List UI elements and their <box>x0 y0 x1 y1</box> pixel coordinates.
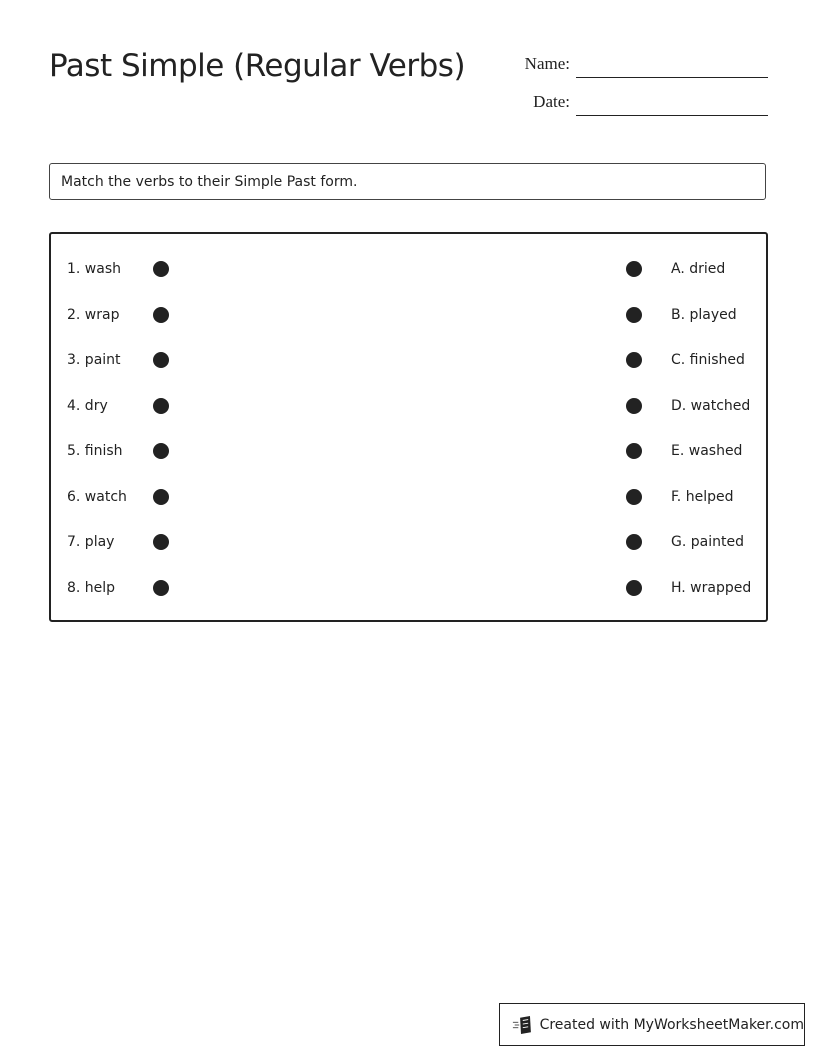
right-match-dot[interactable] <box>626 307 642 323</box>
match-row <box>51 441 766 461</box>
left-verb: 3. paint <box>67 352 121 368</box>
right-past-form: E. washed <box>671 443 743 459</box>
right-match-dot[interactable] <box>626 261 642 277</box>
match-row <box>51 305 766 325</box>
name-label: Name: <box>524 54 570 73</box>
right-past-form: C. finished <box>671 352 745 368</box>
left-match-dot[interactable] <box>153 261 169 277</box>
match-row <box>51 259 766 279</box>
date-input-line[interactable] <box>576 115 768 116</box>
right-match-dot[interactable] <box>626 398 642 414</box>
right-match-dot[interactable] <box>626 534 642 550</box>
left-match-dot[interactable] <box>153 580 169 596</box>
right-past-form: G. painted <box>671 534 744 550</box>
right-past-form: H. wrapped <box>671 579 752 596</box>
left-verb: 1. wash <box>67 261 122 277</box>
matching-box <box>49 232 768 622</box>
left-verb: 6. watch <box>67 488 127 505</box>
right-match-dot[interactable] <box>626 580 642 596</box>
left-match-dot[interactable] <box>153 443 169 459</box>
instructions-box: Match the verbs to their Simple Past form. <box>49 163 766 200</box>
left-match-dot[interactable] <box>153 398 169 414</box>
left-verb: 8. help <box>67 579 116 596</box>
match-row <box>51 532 766 552</box>
right-past-form: D. watched <box>671 397 751 414</box>
left-verb: 5. finish <box>67 443 123 459</box>
footer-text: Created with MyWorksheetMaker.com <box>539 1016 804 1033</box>
page-title: Past Simple (Regular Verbs) <box>49 48 466 84</box>
match-row <box>51 578 766 598</box>
left-verb: 7. play <box>67 534 115 550</box>
right-past-form: A. dried <box>671 261 726 277</box>
left-match-dot[interactable] <box>153 307 169 323</box>
date-label: Date: <box>533 92 570 111</box>
left-verb: 4. dry <box>67 397 108 414</box>
right-past-form: F. helped <box>671 488 734 505</box>
left-match-dot[interactable] <box>153 352 169 368</box>
worksheet-logo-icon <box>512 1014 534 1036</box>
left-verb: 2. wrap <box>67 306 120 323</box>
match-row <box>51 350 766 370</box>
footer-credit[interactable] <box>499 1003 805 1046</box>
left-match-dot[interactable] <box>153 534 169 550</box>
right-match-dot[interactable] <box>626 489 642 505</box>
right-past-form: B. played <box>671 306 737 323</box>
right-match-dot[interactable] <box>626 443 642 459</box>
left-match-dot[interactable] <box>153 489 169 505</box>
name-input-line[interactable] <box>576 77 768 78</box>
right-match-dot[interactable] <box>626 352 642 368</box>
match-row <box>51 396 766 416</box>
match-row <box>51 487 766 507</box>
